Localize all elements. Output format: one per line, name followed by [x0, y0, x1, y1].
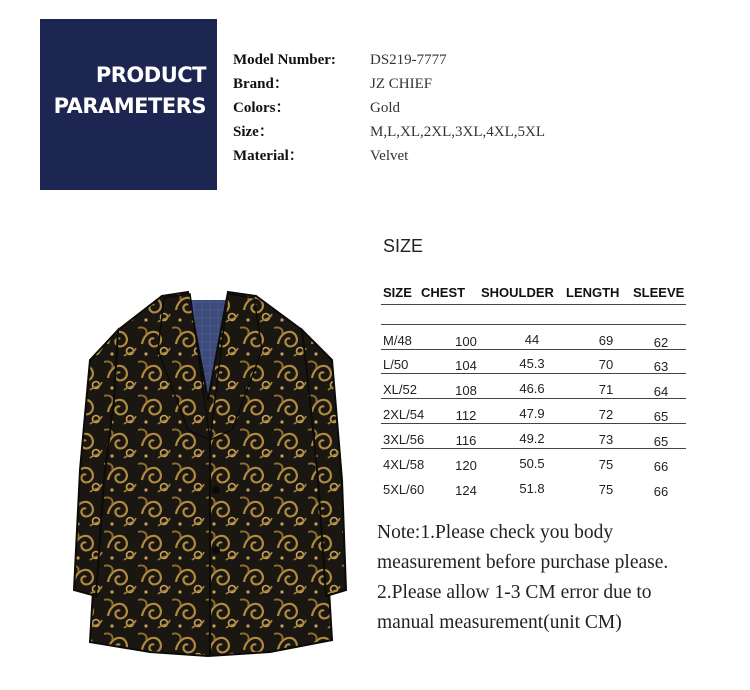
row-divider — [381, 398, 686, 399]
row-divider — [381, 448, 686, 449]
note-line: Note:1.Please check you body — [377, 522, 614, 543]
param-label: Colors： — [233, 100, 291, 116]
param-value: Gold — [370, 100, 400, 116]
cell-shoulder: 45.3 — [519, 356, 545, 371]
param-label: Size： — [233, 124, 274, 140]
row-divider — [381, 423, 686, 424]
cell-sleeve: 65 — [653, 434, 669, 449]
cell-sleeve: 64 — [653, 384, 669, 399]
note-line: 2.Please allow 1-3 CM error due to — [377, 582, 652, 603]
param-value: M,L,XL,2XL,3XL,4XL,5XL — [370, 124, 545, 140]
param-label: Model Number: — [233, 52, 336, 68]
measurement-note — [377, 518, 737, 638]
note-line: manual measurement(unit CM) — [377, 612, 622, 633]
cell-chest: 120 — [455, 458, 477, 473]
cell-shoulder: 51.8 — [519, 481, 545, 496]
cell-shoulder: 49.2 — [519, 431, 545, 446]
cell-length: 72 — [598, 407, 614, 422]
param-label: Material： — [233, 148, 304, 164]
cell-sleeve: 66 — [653, 484, 669, 499]
row-divider — [381, 324, 686, 325]
cell-size: M/48 — [383, 333, 412, 348]
cell-length: 75 — [598, 457, 614, 472]
cell-chest: 112 — [455, 408, 477, 423]
badge-title-line2: PARAMETERS — [53, 94, 206, 118]
cell-chest: 100 — [455, 334, 477, 349]
header-shoulder: SHOULDER — [481, 285, 554, 300]
cell-shoulder: 47.9 — [519, 406, 545, 421]
badge-title-line1: PRODUCT — [95, 63, 206, 87]
param-value: JZ CHIEF — [370, 76, 433, 92]
param-label: Brand： — [233, 76, 289, 92]
cell-size: 5XL/60 — [383, 482, 425, 497]
row-divider — [381, 349, 686, 350]
cell-length: 69 — [598, 333, 614, 348]
cell-size: 2XL/54 — [383, 407, 425, 422]
header-length: LENGTH — [566, 285, 620, 300]
cell-shoulder: 44 — [524, 332, 540, 347]
cell-shoulder: 50.5 — [519, 456, 545, 471]
cell-sleeve: 63 — [653, 359, 669, 374]
cell-size: L/50 — [383, 357, 409, 372]
cell-chest: 104 — [455, 358, 477, 373]
floral-velvet-blazer-image — [70, 290, 350, 660]
cell-sleeve: 66 — [653, 459, 669, 474]
cell-sleeve: 65 — [653, 409, 669, 424]
cell-length: 73 — [598, 432, 614, 447]
cell-length: 70 — [598, 357, 614, 372]
cell-chest: 116 — [455, 433, 477, 448]
cell-shoulder: 46.6 — [519, 381, 545, 396]
size-chart-title: SIZE — [383, 236, 424, 256]
header-size: SIZE — [383, 285, 412, 300]
cell-length: 75 — [598, 482, 614, 497]
param-value: DS219-7777 — [370, 52, 447, 68]
cell-chest: 124 — [455, 483, 477, 498]
header-sleeve: SLEEVE — [633, 285, 685, 300]
product-parameters-badge — [40, 19, 217, 190]
cell-size: XL/52 — [383, 382, 417, 397]
cell-size: 3XL/56 — [383, 432, 425, 447]
row-divider — [381, 373, 686, 374]
cell-size: 4XL/58 — [383, 457, 425, 472]
cell-chest: 108 — [455, 383, 477, 398]
cell-sleeve: 62 — [653, 335, 669, 350]
note-line: measurement before purchase please. — [377, 552, 669, 573]
param-value: Velvet — [370, 148, 409, 164]
cell-length: 71 — [598, 382, 614, 397]
header-chest: CHEST — [421, 285, 466, 300]
header-underline — [381, 304, 686, 305]
